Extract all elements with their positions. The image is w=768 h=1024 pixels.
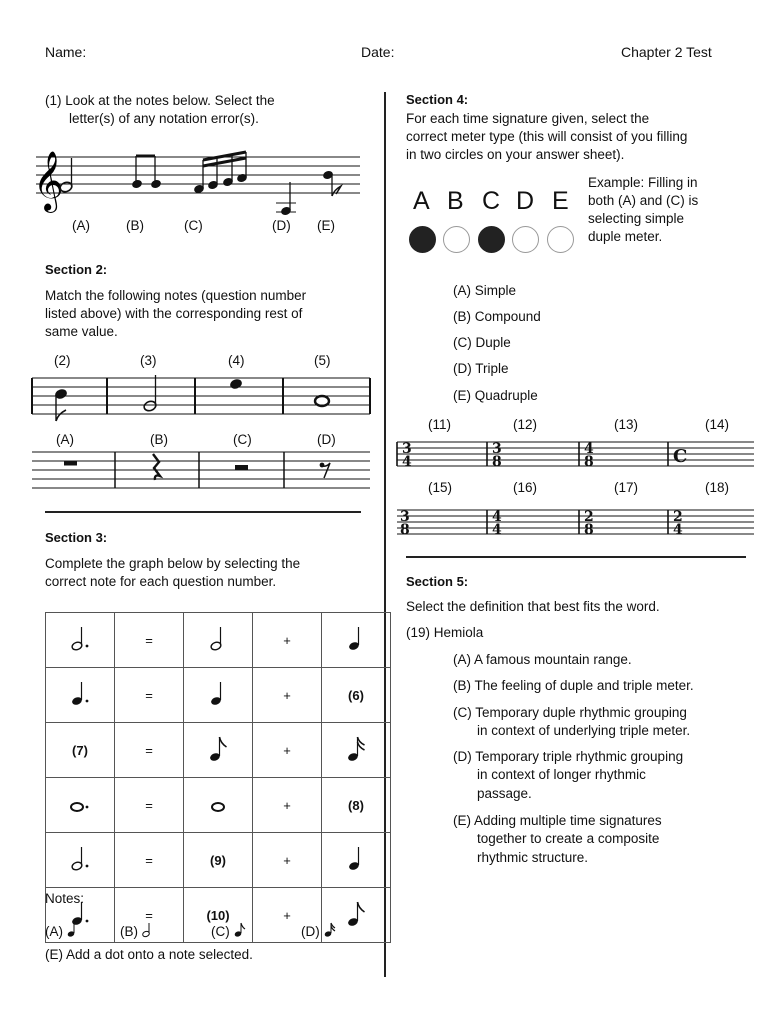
example-letter-d: D bbox=[516, 187, 535, 215]
ts11-bottom: 4 bbox=[402, 454, 412, 470]
grid-row bbox=[46, 668, 391, 723]
quarter-note-icon bbox=[346, 624, 366, 654]
eighth-note-icon bbox=[345, 899, 367, 929]
q1-option-e: (E) bbox=[317, 218, 335, 233]
hemiola-question: (19) Hemiola bbox=[406, 625, 484, 640]
grid-cell: = bbox=[115, 778, 184, 833]
choice-triple: (D) Triple bbox=[453, 361, 509, 376]
grid-cell: = bbox=[115, 833, 184, 888]
ts11-top: 3 bbox=[402, 441, 412, 457]
note-label-5: (5) bbox=[314, 353, 331, 368]
grid-cell: + bbox=[253, 668, 322, 723]
grid-cell: = bbox=[115, 613, 184, 668]
blank-9: (9) bbox=[184, 833, 253, 888]
treble-clef-icon: 𝄞 bbox=[33, 151, 64, 211]
grid-cell bbox=[322, 613, 391, 668]
note-label-4: (4) bbox=[228, 353, 245, 368]
half-note-icon bbox=[208, 624, 228, 654]
section3-title: Section 3: bbox=[45, 530, 108, 545]
answer-d-line2: in context of longer rhythmic bbox=[477, 767, 646, 782]
dotted-half-note-icon bbox=[70, 624, 90, 654]
eighth-note-icon bbox=[234, 922, 246, 938]
grid-cell bbox=[184, 723, 253, 778]
ts15-top: 3 bbox=[400, 509, 410, 525]
test-title: Chapter 2 Test bbox=[621, 44, 712, 60]
option-e: (E) Add a dot onto a note selected. bbox=[45, 947, 253, 962]
answer-c-line2: in context of underlying triple meter. bbox=[477, 723, 691, 738]
rest-label-a: (A) bbox=[56, 432, 74, 447]
ts13-top: 4 bbox=[584, 441, 594, 457]
choice-simple: (A) Simple bbox=[453, 283, 517, 298]
grid-cell bbox=[46, 778, 115, 833]
example-letter-a: A bbox=[413, 187, 430, 215]
ts-label-18: (18) bbox=[705, 480, 730, 495]
dotted-whole-note-icon bbox=[68, 789, 92, 819]
grid-cell bbox=[46, 668, 115, 723]
ts12-bottom: 8 bbox=[492, 454, 502, 470]
blank-6: (6) bbox=[322, 668, 391, 723]
ts15-bottom: 8 bbox=[400, 522, 410, 538]
section4-title: Section 4: bbox=[406, 92, 469, 107]
note-value-grid bbox=[45, 612, 391, 943]
q1-option-a: (A) bbox=[72, 218, 90, 233]
ts17-bottom: 8 bbox=[584, 522, 594, 538]
option-letter: (D) bbox=[301, 924, 320, 939]
name-label: Name: bbox=[45, 44, 87, 60]
choice-compound: (B) Compound bbox=[453, 309, 541, 324]
section5-intro: Select the definition that best fits the word. bbox=[406, 599, 660, 614]
rest-label-c: (C) bbox=[233, 432, 252, 447]
grid-cell: = bbox=[115, 668, 184, 723]
ts-label-11: (11) bbox=[428, 417, 452, 432]
example-line2: both (A) and (C) is bbox=[588, 193, 699, 208]
grid-row bbox=[46, 613, 391, 668]
example-line3: selecting simple bbox=[588, 211, 685, 226]
section3-line2: correct note for each question number. bbox=[45, 574, 277, 589]
rest-label-d: (D) bbox=[317, 432, 336, 447]
blank-7: (7) bbox=[46, 723, 115, 778]
option-a bbox=[45, 920, 77, 939]
answer-e-line3: rhythmic structure. bbox=[477, 850, 589, 865]
section2-title: Section 2: bbox=[45, 262, 108, 277]
ts16-bottom: 4 bbox=[492, 522, 502, 538]
answer-e-line2: together to create a composite bbox=[477, 831, 660, 846]
ts18-bottom: 4 bbox=[673, 522, 683, 538]
eighth-note-icon bbox=[207, 734, 229, 764]
section4-line2: correct meter type (this will consist of you filling bbox=[406, 129, 688, 144]
q1-prompt-line1: (1) Look at the notes below. Select the bbox=[45, 93, 275, 108]
section5-title: Section 5: bbox=[406, 574, 469, 589]
answer-d-line1: (D) Temporary triple rhythmic grouping bbox=[453, 749, 684, 764]
answer-d-line3: passage. bbox=[477, 786, 532, 801]
section4-line3: in two circles on your answer sheet). bbox=[406, 147, 625, 162]
date-label: Date: bbox=[361, 44, 395, 60]
ts17-top: 2 bbox=[584, 509, 594, 525]
grid-row bbox=[46, 723, 391, 778]
dotted-half-note-icon bbox=[70, 844, 90, 874]
choice-duple: (C) Duple bbox=[453, 335, 511, 350]
section2-line1: Match the following notes (question number bbox=[45, 288, 307, 303]
grid-cell bbox=[322, 723, 391, 778]
grid-cell: + bbox=[253, 833, 322, 888]
note-label-3: (3) bbox=[140, 353, 157, 368]
quarter-note-icon bbox=[67, 922, 77, 938]
grid-cell bbox=[184, 613, 253, 668]
sixteenth-note-icon bbox=[345, 734, 367, 764]
quarter-note-icon bbox=[208, 679, 228, 709]
option-letter: (A) bbox=[45, 924, 63, 939]
grid-cell bbox=[46, 833, 115, 888]
note-label-2: (2) bbox=[54, 353, 71, 368]
grid-cell: + bbox=[253, 723, 322, 778]
ts-label-13: (13) bbox=[614, 417, 639, 432]
ts14-common-time: C bbox=[673, 446, 688, 467]
ts13-bottom: 8 bbox=[584, 454, 594, 470]
answer-a: (A) A famous mountain range. bbox=[453, 652, 632, 667]
option-c bbox=[211, 920, 246, 939]
ts-label-15: (15) bbox=[428, 480, 453, 495]
grid-cell bbox=[46, 613, 115, 668]
grid-cell: + bbox=[253, 778, 322, 833]
grid-cell bbox=[184, 668, 253, 723]
option-d bbox=[301, 920, 336, 939]
grid-row bbox=[46, 833, 391, 888]
quarter-note-icon bbox=[346, 844, 366, 874]
grid-cell: = bbox=[115, 723, 184, 778]
grid-row bbox=[46, 778, 391, 833]
answer-b: (B) The feeling of duple and triple meter. bbox=[453, 678, 694, 693]
dotted-quarter-note-icon bbox=[70, 679, 90, 709]
ts-label-14: (14) bbox=[705, 417, 730, 432]
answer-c-line1: (C) Temporary duple rhythmic grouping bbox=[453, 705, 687, 720]
grid-cell: + bbox=[253, 888, 322, 943]
section-rule bbox=[406, 556, 746, 558]
example-line4: duple meter. bbox=[588, 229, 663, 244]
section2-line2: listed above) with the corresponding rest of bbox=[45, 306, 303, 321]
example-letter-b: B bbox=[447, 187, 464, 215]
ts12-top: 3 bbox=[492, 441, 502, 457]
option-letter: (C) bbox=[211, 924, 230, 939]
q1-option-b: (B) bbox=[126, 218, 144, 233]
q1-option-d: (D) bbox=[272, 218, 291, 233]
option-letter: (B) bbox=[120, 924, 138, 939]
q1-prompt-line2: letter(s) of any notation error(s). bbox=[69, 111, 259, 126]
ts16-top: 4 bbox=[492, 509, 502, 525]
notes-title: Notes: bbox=[45, 891, 85, 906]
example-letter-c: C bbox=[482, 187, 501, 215]
choice-quadruple: (E) Quadruple bbox=[453, 388, 538, 403]
half-note-icon bbox=[142, 922, 152, 938]
section2-line3: same value. bbox=[45, 324, 118, 339]
sixteenth-note-icon bbox=[324, 922, 336, 938]
grid-cell bbox=[322, 833, 391, 888]
section3-line1: Complete the graph below by selecting the bbox=[45, 556, 301, 571]
rest-label-b: (B) bbox=[150, 432, 168, 447]
ts-label-12: (12) bbox=[513, 417, 538, 432]
ts18-top: 2 bbox=[673, 509, 683, 525]
grid-cell bbox=[184, 778, 253, 833]
whole-note-icon bbox=[208, 789, 228, 819]
example-line1: Example: Filling in bbox=[588, 175, 698, 190]
ts-label-17: (17) bbox=[614, 480, 639, 495]
blank-8: (8) bbox=[322, 778, 391, 833]
answer-e-line1: (E) Adding multiple time signatures bbox=[453, 813, 662, 828]
example-letter-e: E bbox=[552, 187, 569, 215]
option-b bbox=[120, 920, 152, 939]
ts-label-16: (16) bbox=[513, 480, 538, 495]
grid-cell: = bbox=[115, 888, 184, 943]
grid-cell: + bbox=[253, 613, 322, 668]
section4-line1: For each time signature given, select the bbox=[406, 111, 650, 126]
q1-option-c: (C) bbox=[184, 218, 203, 233]
blank-10: (10) bbox=[184, 888, 253, 943]
